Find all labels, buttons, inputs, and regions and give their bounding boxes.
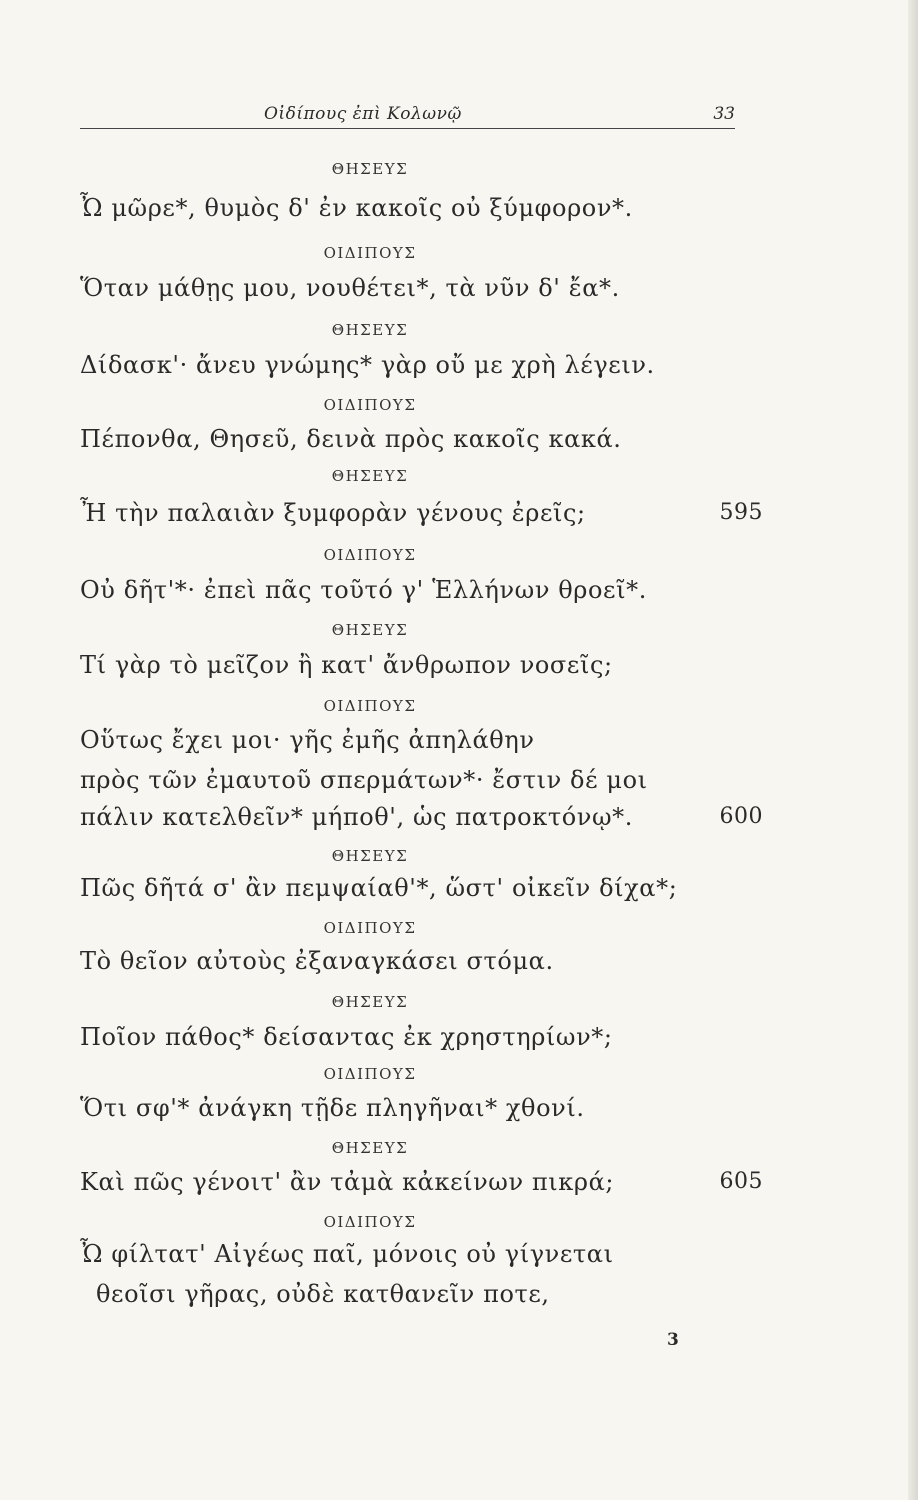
speaker-label: ΘΗΣΕΥΣ [331, 993, 409, 1011]
page-number: 33 [713, 104, 735, 124]
line-number: 595 [719, 500, 763, 525]
speaker-label: ΟΙΔΙΠΟΥΣ [323, 244, 417, 262]
verse-line: Οὕτως ἔχει μοι· γῆς ἐμῆς ἀπηλάθην [80, 726, 535, 754]
speaker-label: ΘΗΣΕΥΣ [331, 160, 409, 178]
line-number: 600 [719, 804, 763, 829]
speaker-label: ΘΗΣΕΥΣ [331, 1139, 409, 1157]
speaker-label: ΟΙΔΙΠΟΥΣ [323, 1065, 417, 1083]
verse-line: Τί γὰρ τὸ μεῖζον ἢ κατ' ἄνθρωπον νοσεῖς; [80, 651, 613, 679]
speaker-label: ΘΗΣΕΥΣ [331, 847, 409, 865]
verse-line: Ἦ τὴν παλαιὰν ξυμφορὰν γένους ἐρεῖς; [80, 499, 586, 527]
line-number: 605 [719, 1169, 763, 1194]
verse-line: Ὦ μῶρε*, θυμὸς δ' ἐν κακοῖς οὐ ξύμφορον*. [80, 194, 633, 222]
speaker-label: ΟΙΔΙΠΟΥΣ [323, 1213, 417, 1231]
verse-line: πρὸς τῶν ἐμαυτοῦ σπερμάτων*· ἔστιν δέ μοι [80, 766, 648, 794]
verse-line: Οὐ δῆτ'*· ἐπεὶ πᾶς τοῦτό γ' Ἑλλήνων θροεῖ*. [80, 576, 647, 604]
header-rule [80, 128, 735, 129]
speaker-label: ΟΙΔΙΠΟΥΣ [323, 919, 417, 937]
verse-line: Δίδασκ'· ἄνευ γνώμης* γὰρ οὔ με χρὴ λέγειν. [80, 351, 655, 379]
verse-line: θεοῖσι γῆρας, οὐδὲ κατθανεῖν ποτε, [96, 1280, 550, 1308]
verse-line: πάλιν κατελθεῖν* μήποθ', ὡς πατροκτόνῳ*. [80, 803, 633, 831]
speaker-label: ΟΙΔΙΠΟΥΣ [323, 697, 417, 715]
page-edge [908, 0, 918, 1500]
verse-line: Ὦ φίλτατ' Αἰγέως παῖ, μόνοις οὐ γίγνεται [80, 1240, 614, 1268]
verse-line: Τὸ θεῖον αὐτοὺς ἐξαναγκάσει στόμα. [80, 947, 554, 975]
signature-mark: 3 [667, 1330, 679, 1350]
verse-line: Ὅταν μάθῃς μου, νουθέτει*, τὰ νῦν δ' ἔα*. [80, 274, 620, 302]
running-head [80, 104, 735, 128]
speaker-label: ΘΗΣΕΥΣ [331, 321, 409, 339]
running-title: Οἰδίπους ἐπὶ Κολωνῷ [264, 104, 462, 124]
verse-line: Ὅτι σφ'* ἀνάγκη τῇδε πληγῆναι* χθονί. [80, 1094, 585, 1122]
speaker-label: ΟΙΔΙΠΟΥΣ [323, 546, 417, 564]
speaker-label: ΟΙΔΙΠΟΥΣ [323, 396, 417, 414]
verse-line: Πέπονθα, Θησεῦ, δεινὰ πρὸς κακοῖς κακά. [80, 425, 622, 453]
speaker-label: ΘΗΣΕΥΣ [331, 621, 409, 639]
verse-line: Καὶ πῶς γένοιτ' ἂν τἀμὰ κἀκείνων πικρά; [80, 1168, 615, 1196]
verse-line: Ποῖον πάθος* δείσαντας ἐκ χρηστηρίων*; [80, 1023, 613, 1051]
verse-line: Πῶς δῆτά σ' ἂν πεμψαίαθ'*, ὥστ' οἰκεῖν δίχα*; [80, 874, 678, 902]
speaker-label: ΘΗΣΕΥΣ [331, 467, 409, 485]
